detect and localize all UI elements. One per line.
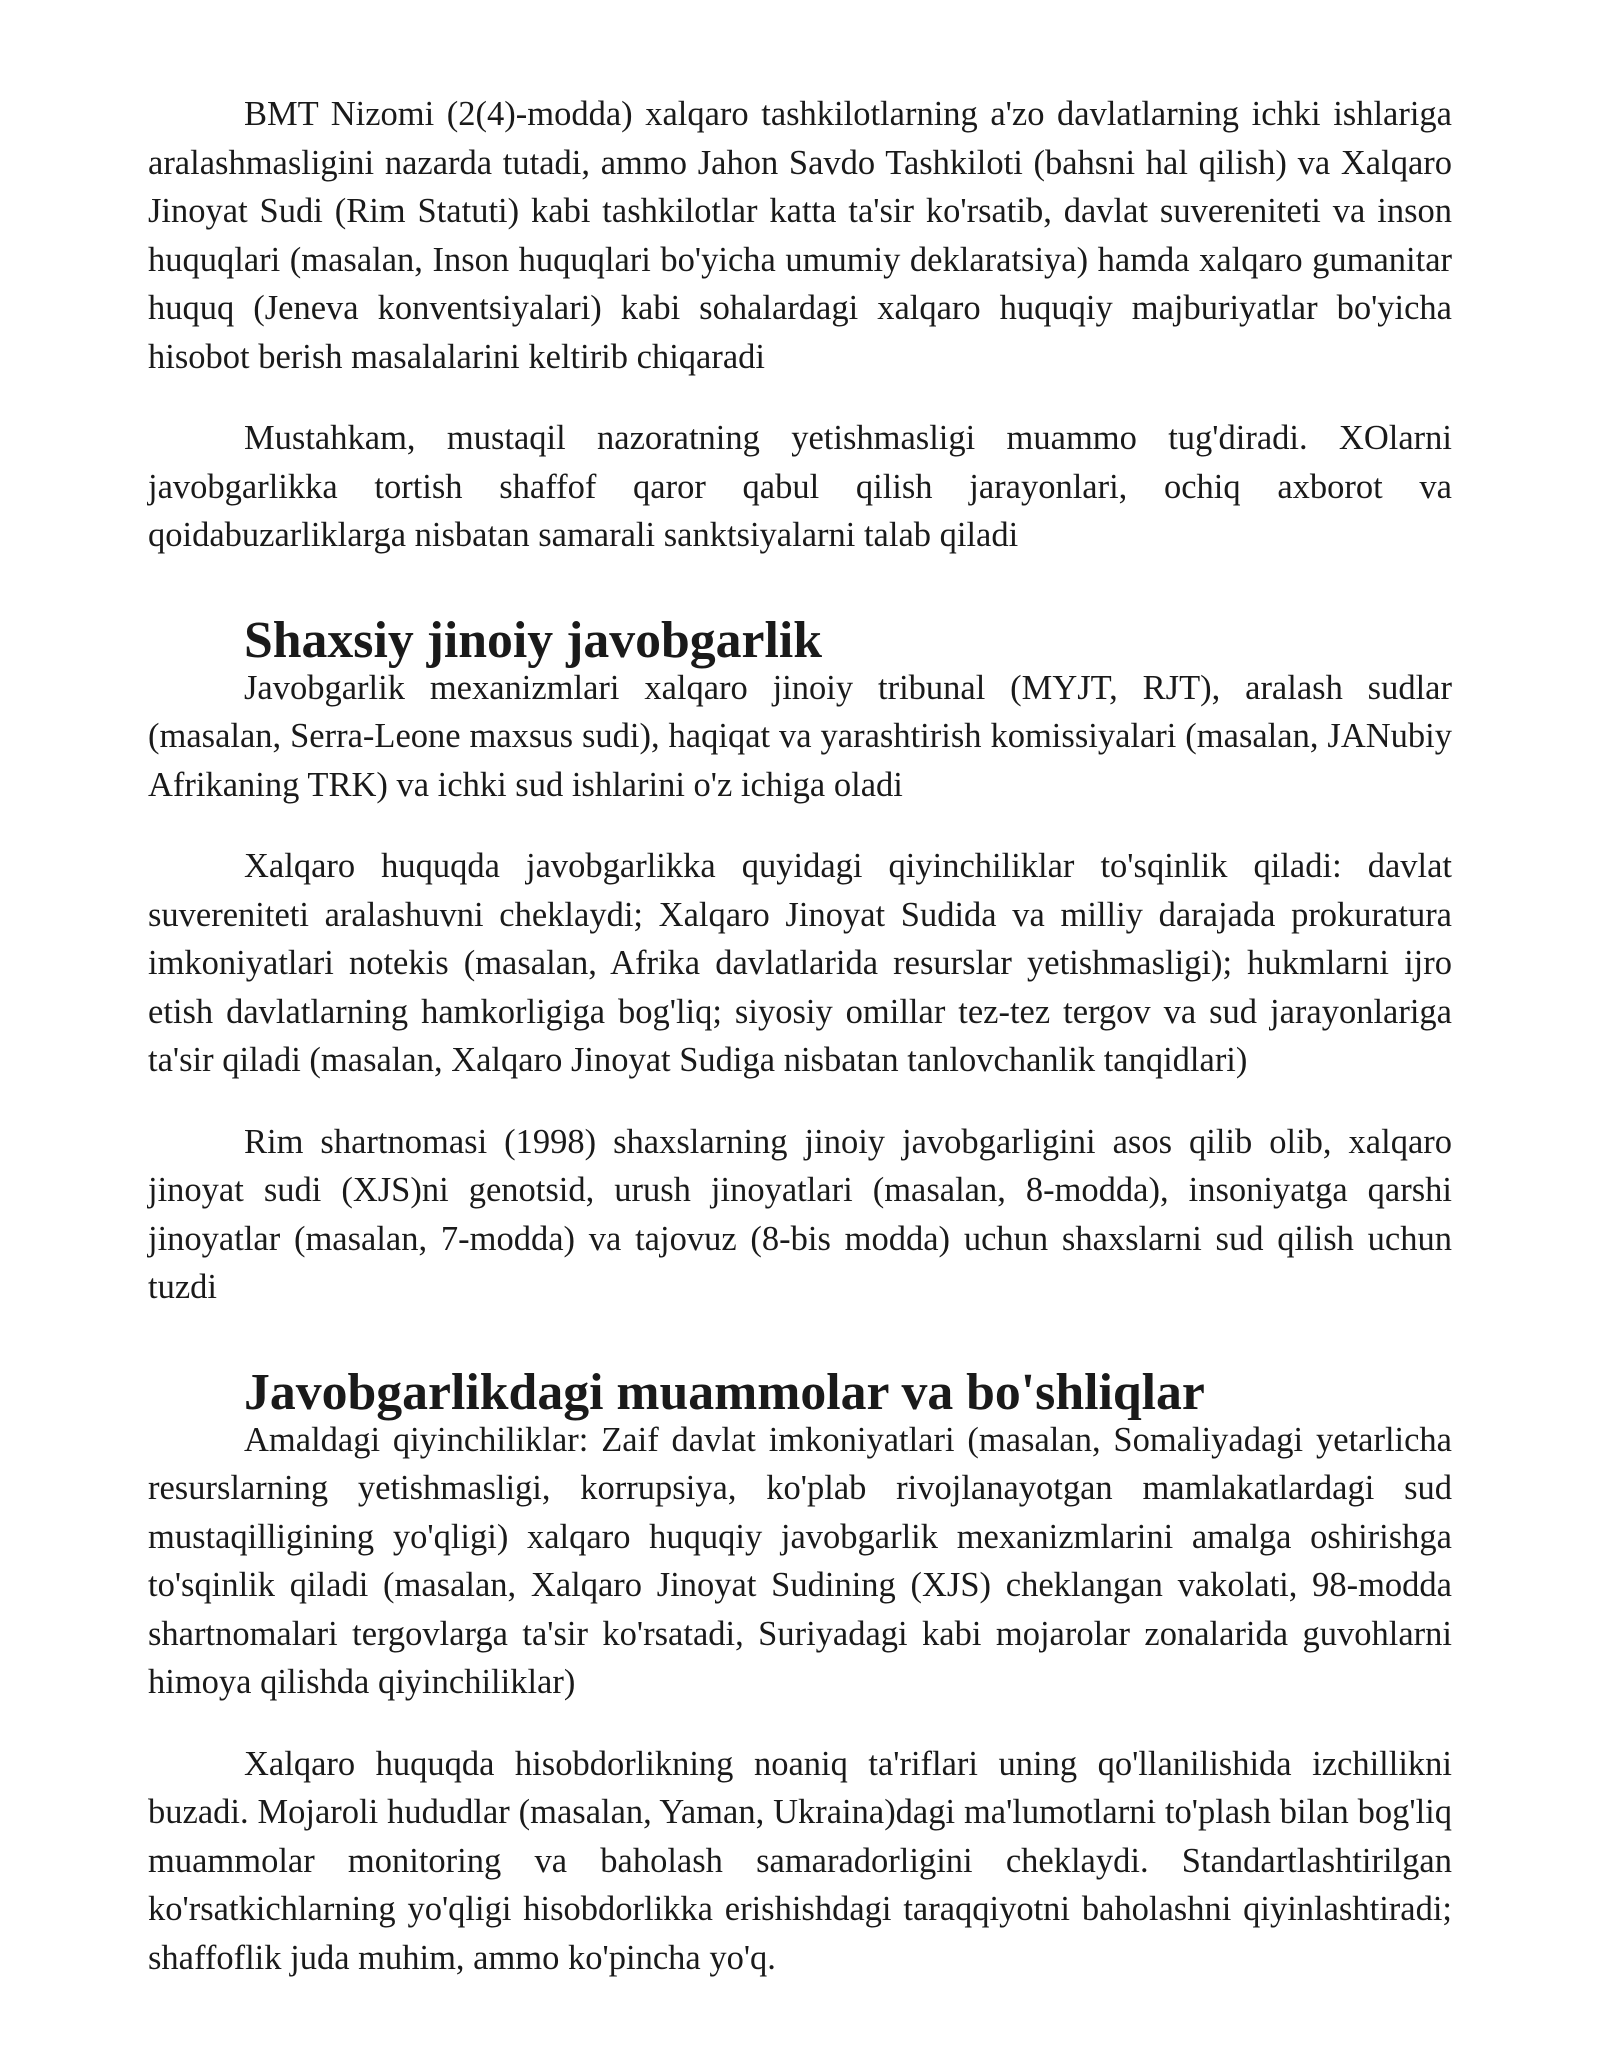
paragraph-accountability-definitions: Xalqaro huquqda hisobdorlikning noaniq ta'riflari uning qo'llanilishida izchillikni buzadi. Mojaroli hududlar (masalan, Yaman, Ukraina)dagi ma'lumotlarni to'plash bilan bog'liq muammolar monitoring va baholash samaradorligini cheklaydi. Standartlashtirilgan ko'rsatkichlarning yo'qligi hisobdorlikka erishishdagi taraqqiyotni baholashni qiyinlashtiradi; shaffoflik juda muhim, ammo ko'pincha yo'q. — [148, 1744, 1452, 1977]
paragraph-oversight: Mustahkam, mustaqil nazoratning yetishmasligi muammo tug'diradi. XOlarni javobgarlikka tortish shaffof qaror qabul qilish jarayonlari, ochiq axborot va qoidabuzarliklarga nisbatan samarali sanktsiyalarni talab qiladi — [148, 419, 1452, 554]
heading-individual-criminal-liability: Shaxsiy jinoiy javobgarlik — [244, 611, 822, 669]
paragraph-rome-statute: Rim shartnomasi (1998) shaxslarning jinoiy javobgarligini asos qilib olib, xalqaro jinoyat sudi (XJS)ni genotsid, urush jinoyatlari (masalan, 8-modda), insoniyatga qarshi jinoyatlar (masalan, 7-modda) va tajovuz (8-bis modda) uchun shaxslarni sud qilish uchun tuzdi — [148, 1122, 1452, 1306]
paragraph-current-difficulties: Amaldagi qiyinchiliklar: Zaif davlat imkoniyatlari (masalan, Somaliyadagi yetarlicha resurslarning yetishmasligi, korrupsiya, ko'plab rivojlanayotgan mamlakatlardagi sud mustaqilligining yo'qligi) xalqaro huquqiy javobgarlik mexanizmlarini amalga oshirishga to'sqinlik qiladi (masalan, Xalqaro Jinoyat Sudining (XJS) cheklangan vakolati, 98-modda shartnomalari tergovlarga ta'sir ko'rsatadi, Suriyadagi kabi mojarolar zonalarida guvohlarni himoya qilishda qiyinchiliklar) — [148, 1420, 1452, 1701]
paragraph-un-charter: BMT Nizomi (2(4)-modda) xalqaro tashkilotlarning a'zo davlatlarning ichki ishlariga aralashmasligini nazarda tutadi, ammo Jahon Savdo Tashkiloti (bahsni hal qilish) va Xalqaro Jinoyat Sudi (Rim Statuti) kabi tashkilotlar katta ta'sir ko'rsatib, davlat suvereniteti va inson huquqlari (masalan, Inson huquqlari bo'yicha umumiy deklaratsiya) hamda xalqaro gumanitar huquq (Jeneva konventsiyalari) kabi sohalardagi xalqaro huquqiy majburiyatlar bo'yicha hisobot berish masalalarini keltirib chiqaradi — [148, 95, 1452, 376]
paragraph-challenges: Xalqaro huquqda javobgarlikka quyidagi qiyinchiliklar to'sqinlik qiladi: davlat suvereniteti aralashuvni cheklaydi; Xalqaro Jinoyat Sudida va milliy darajada prokuratura imkoniyatlari notekis (masalan, Afrika davlatlarida resurslar yetishmasligi); hukmlarni ijro etish davlatlarning hamkorligiga bog'liq; siyosiy omillar tez-tez tergov va sud jarayonlariga ta'sir qiladi (masalan, Xalqaro Jinoyat Sudiga nisbatan tanlovchanlik tanqidlari) — [148, 847, 1452, 1079]
heading-accountability-problems: Javobgarlikdagi muammolar va bo'shliqlar — [244, 1363, 1205, 1421]
document-page — [148, 90, 1452, 1982]
paragraph-accountability-mechanisms: Javobgarlik mexanizmlari xalqaro jinoiy tribunal (MYJT, RJT), aralash sudlar (masalan, Serra-Leone maxsus sudi), haqiqat va yarashtirish komissiyalari (masalan, JANubiy Afrikaning TRK) va ichki sud ishlarini o'z ichiga oladi — [148, 668, 1452, 804]
